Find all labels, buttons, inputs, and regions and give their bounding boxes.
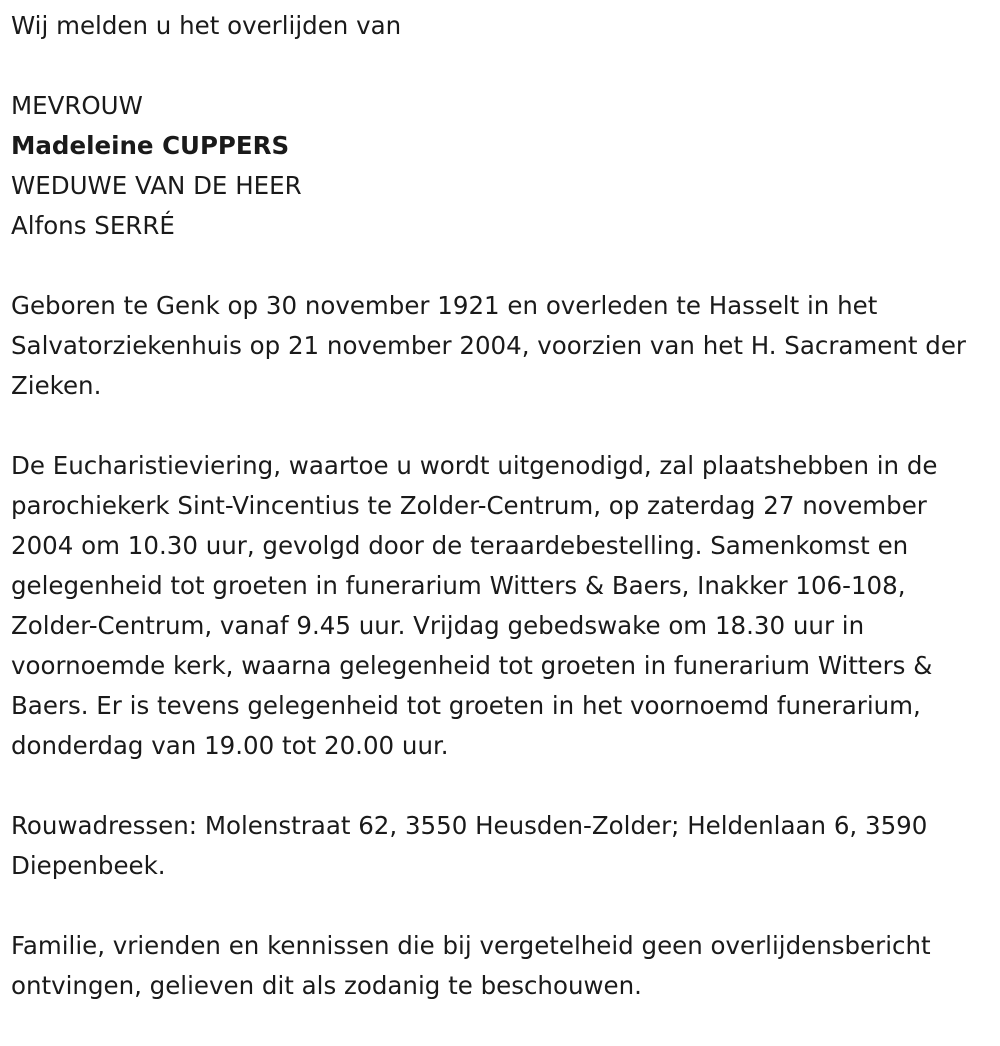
- birth-death-paragraph: Geboren te Genk op 30 november 1921 en overleden te Hasselt in het Salvatorziekenhuis op 21 november 2004, voorzien van het H. Sacrament der Zieken.: [11, 291, 966, 400]
- spacer: [11, 246, 1000, 286]
- spouse-name: Alfons SERRÉ: [11, 211, 175, 240]
- ceremony-paragraph: De Eucharistieviering, waartoe u wordt uitgenodigd, zal plaatshebben in de parochiekerk Sint-Vincentius te Zolder-Centrum, op zaterdag 27 november 2004 om 10.30 uur, gevolgd door de teraardebestelling. Samenkomst en gelegenheid tot groeten in funerarium Witters & Baers, Inakker 106-108, Zolder-Centrum, vanaf 9.45 uur. Vrijdag gebedswake om 18.30 uur in voornoemde kerk, waarna gelegenheid tot groeten in funerarium Witters & Baers. Er is tevens gelegenheid tot groeten in het voornoemd funerarium, donderdag van 19.00 tot 20.00 uur.: [11, 451, 938, 760]
- spacer: [11, 886, 1000, 926]
- deceased-name: Madeleine CUPPERS: [11, 131, 290, 160]
- widow-line: WEDUWE VAN DE HEER: [11, 171, 302, 200]
- spacer: [11, 46, 1000, 86]
- addresses-paragraph: Rouwadressen: Molenstraat 62, 3550 Heusden-Zolder; Heldenlaan 6, 3590 Diepenbeek.: [11, 811, 928, 880]
- spacer: [11, 766, 1000, 806]
- intro-text: Wij melden u het overlijden van: [11, 11, 402, 40]
- closing-paragraph: Familie, vrienden en kennissen die bij vergetelheid geen overlijdensbericht ontvingen, gelieven dit als zodanig te beschouwen.: [11, 931, 931, 1000]
- title-text: MEVROUW: [11, 91, 143, 120]
- spacer: [11, 406, 1000, 446]
